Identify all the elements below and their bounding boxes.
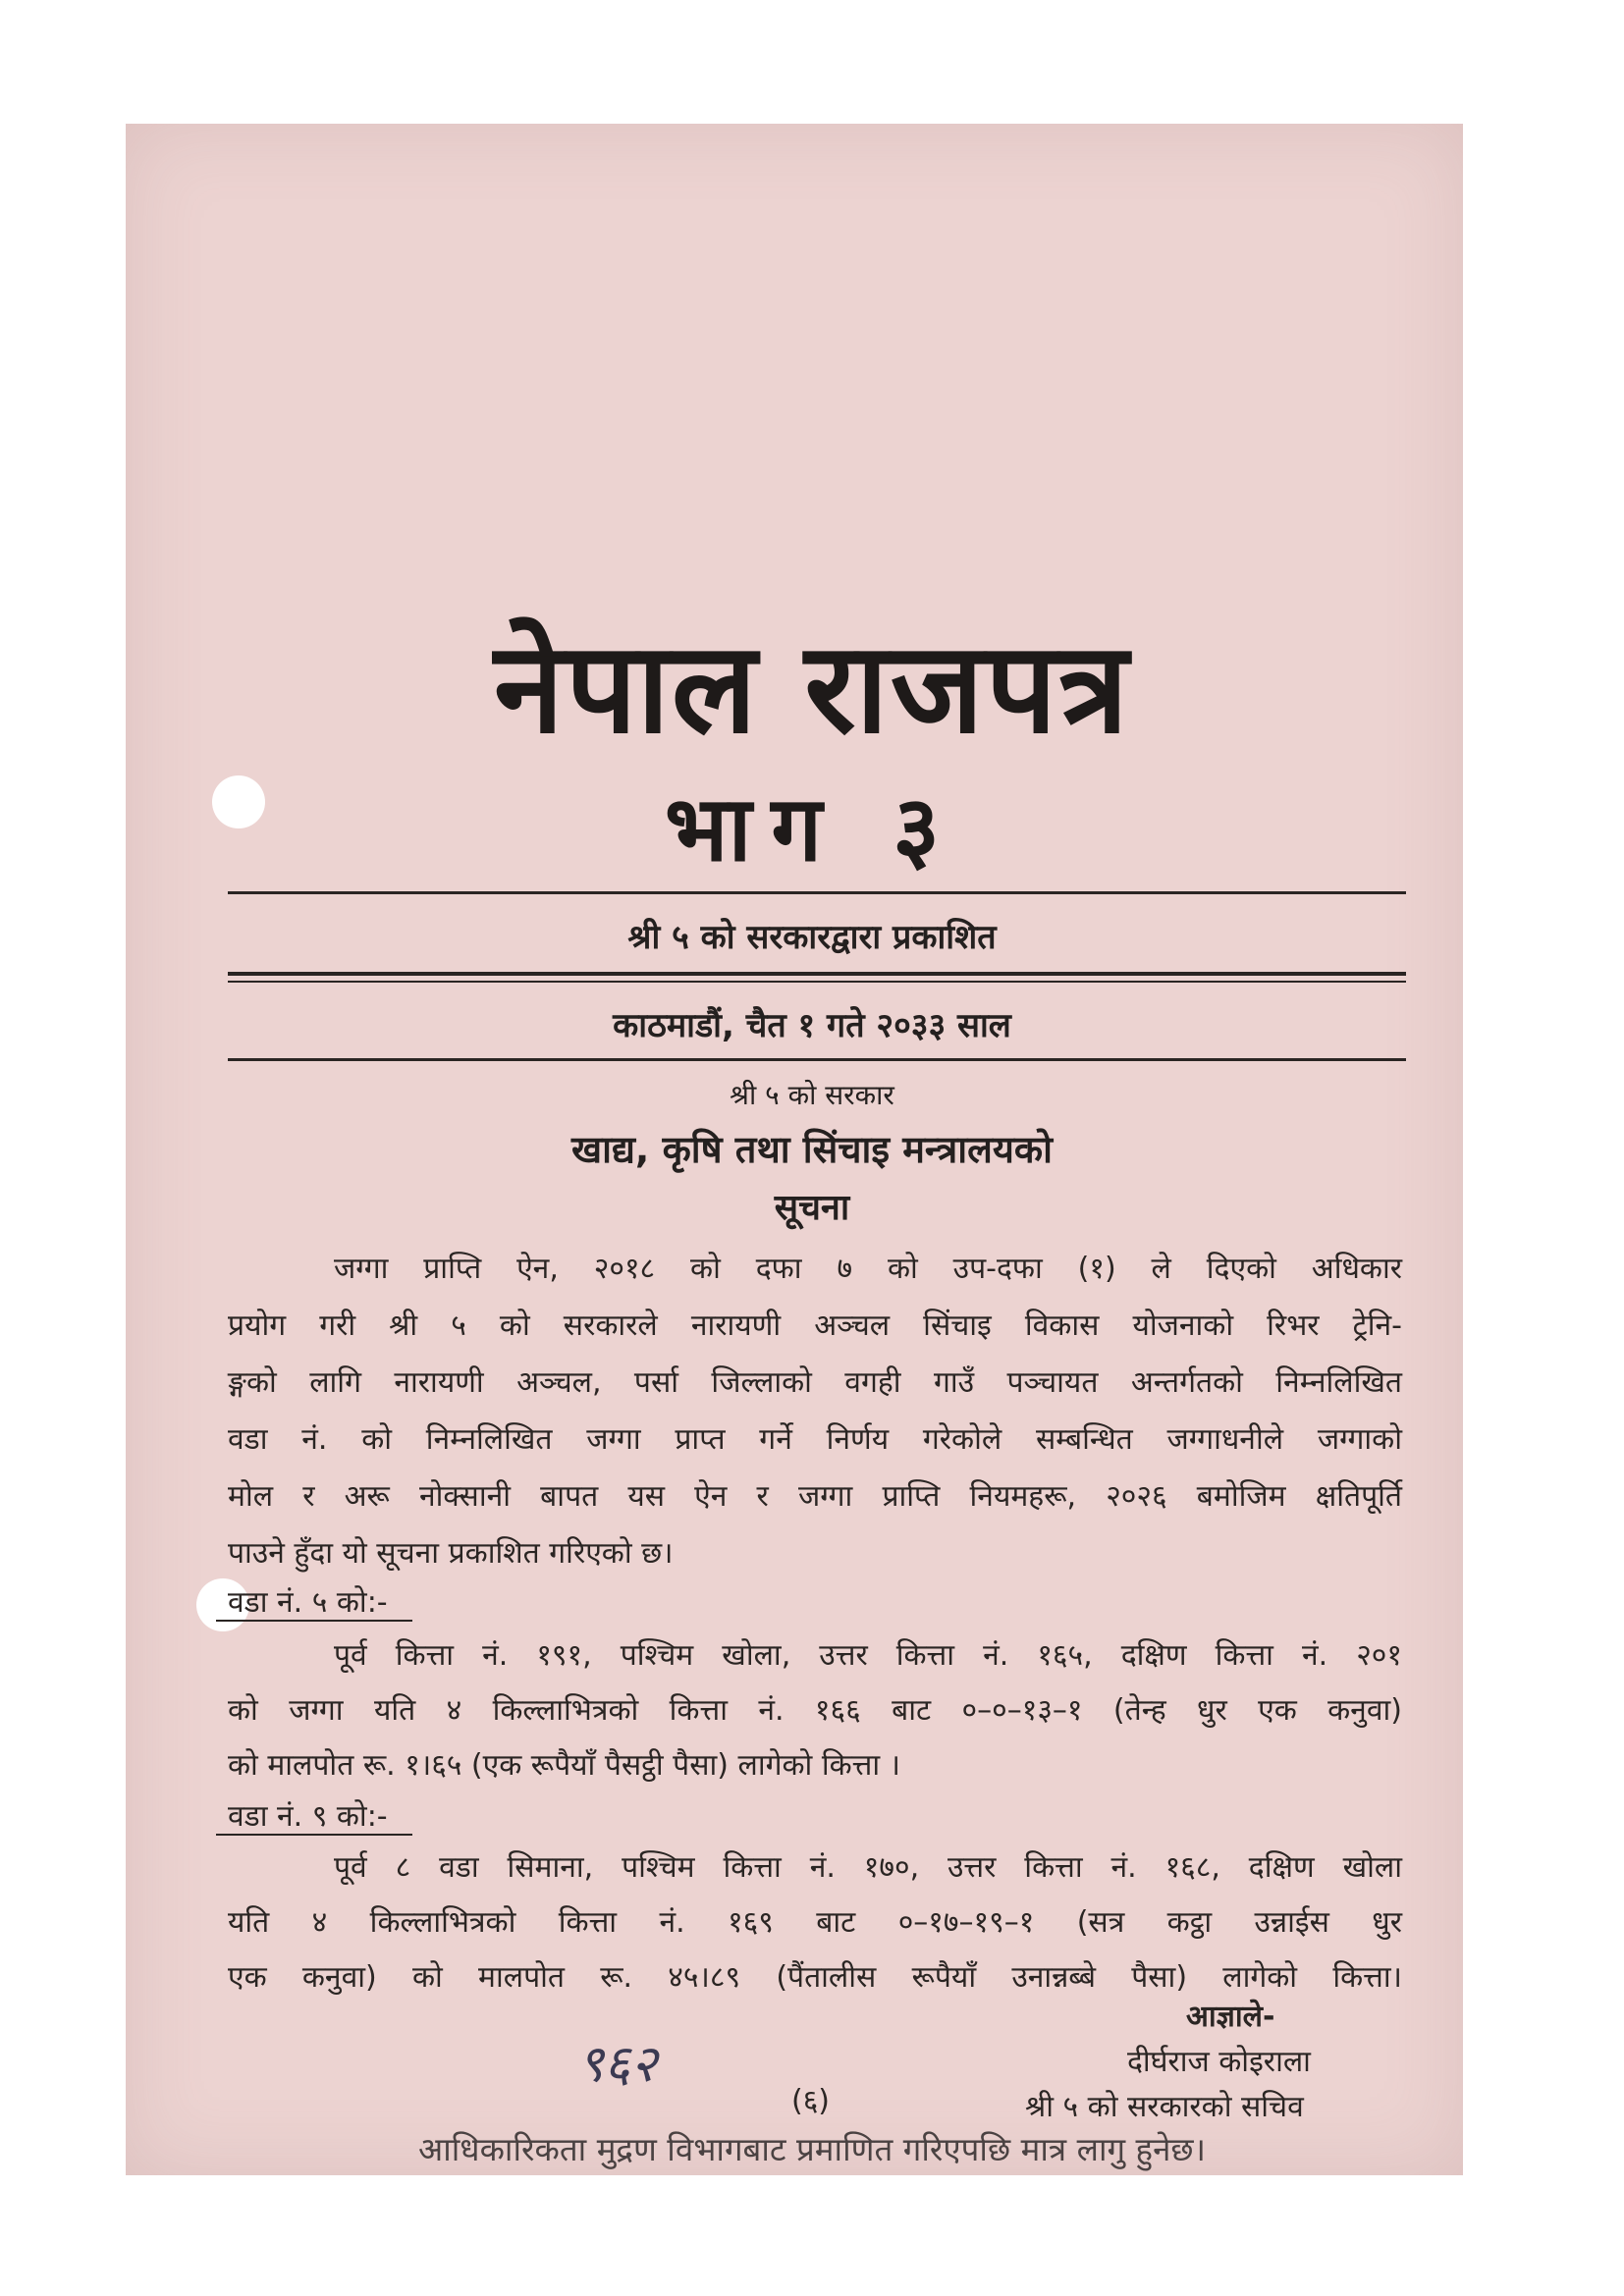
ward-9-underline — [216, 1834, 412, 1836]
body-line-3: ङ्गको लागि नारायणी अञ्चल, पर्सा जिल्लाको वगही गाउँ पञ्चायत अन्तर्गतको निम्नलिखित — [228, 1365, 1402, 1400]
page-number: (६) — [791, 2084, 831, 2118]
ward-9-line-1: पूर्व ८ वडा सिमाना, पश्चिम कित्ता नं. १७०, उत्तर कित्ता नं. १६८, दक्षिण खोला — [334, 1850, 1402, 1885]
notice-issuer: श्री ५ को सरकार — [730, 1079, 894, 1111]
ward-5-underline — [216, 1620, 412, 1622]
body-line-6: पाउने हुँदा यो सूचना प्रकाशित गरिएको छ। — [228, 1536, 674, 1571]
body-line-5: मोल र अरू नोक्सानी बापत यस ऐन र जग्गा प्राप्ति नियमहरू, २०२६ बमोजिम क्षतिपूर्ति — [228, 1479, 1402, 1514]
ward-5-line-2: को जग्गा यति ४ किल्लाभित्रको कित्ता नं. १६६ बाट ०–०–१३–१ (तेन्ह धुर एक कनुवा) — [228, 1693, 1402, 1728]
signatory-name: दीर्घराज कोइराला — [1127, 2045, 1311, 2079]
body-line-1: जग्गा प्राप्ति ऐन, २०१८ को दफा ७ को उप-दफा (१) ले दिएको अधिकार — [334, 1252, 1402, 1286]
authentication-stamp: आधिकारिकता मुद्रण विभागबाट प्रमाणित गरिएपछि मात्र लागु हुनेछ। — [418, 2130, 1207, 2168]
ward-5-label: वडा नं. ५ को:- — [228, 1585, 388, 1620]
ward-9-line-2: यति ४ किल्लाभित्रको कित्ता नं. १६९ बाट ०–१७–१९–१ (सत्र कट्ठा उन्नाईस धुर — [228, 1905, 1402, 1940]
publisher-line: श्री ५ को सरकारद्वारा प्रकाशित — [627, 918, 997, 957]
body-line-4: वडा नं. को निम्नलिखित जग्गा प्राप्त गर्ने निर्णय गरेकोले सम्बन्धित जग्गाधनीले जग्गाको — [228, 1422, 1402, 1457]
handwritten-number: ९६२ — [577, 2035, 658, 2094]
signatory-title: श्री ५ को सरकारको सचिव — [1025, 2090, 1304, 2124]
divider-double-2 — [228, 981, 1406, 983]
signature-order: आज्ञाले- — [1186, 2000, 1275, 2034]
divider-bottom — [228, 1058, 1406, 1061]
gazette-title: नेपाल राजपत्र — [493, 615, 1131, 762]
dateline: काठमाडौं, चैत १ गते २०३३ साल — [613, 1006, 1011, 1045]
divider-top — [228, 891, 1406, 894]
ministry-name: खाद्य, कृषि तथा सिंचाइ मन्त्रालयको — [571, 1128, 1053, 1171]
body-line-2: प्रयोग गरी श्री ५ को सरकारले नारायणी अञ्चल सिंचाइ विकास योजनाको रिभर ट्रेनि- — [228, 1308, 1402, 1343]
ward-9-label: वडा नं. ९ को:- — [228, 1799, 388, 1834]
ward-5-line-3: को मालपोत रू. १।६५ (एक रूपैयाँ पैसट्ठी पैसा) लागेको कित्ता । — [228, 1748, 901, 1783]
notice-heading: सूचना — [774, 1188, 850, 1228]
ward-5-line-1: पूर्व कित्ता नं. १९१, पश्चिम खोला, उत्तर कित्ता नं. १६५, दक्षिण कित्ता नं. २०१ — [334, 1638, 1402, 1673]
divider-double-1 — [228, 972, 1406, 976]
ward-9-line-3: एक कनुवा) को मालपोत रू. ४५।८९ (पैंतालीस रूपैयाँ उनान्नब्बे पैसा) लागेको कित्ता। — [228, 1960, 1402, 1995]
gazette-part: भाग ३ — [664, 776, 960, 881]
